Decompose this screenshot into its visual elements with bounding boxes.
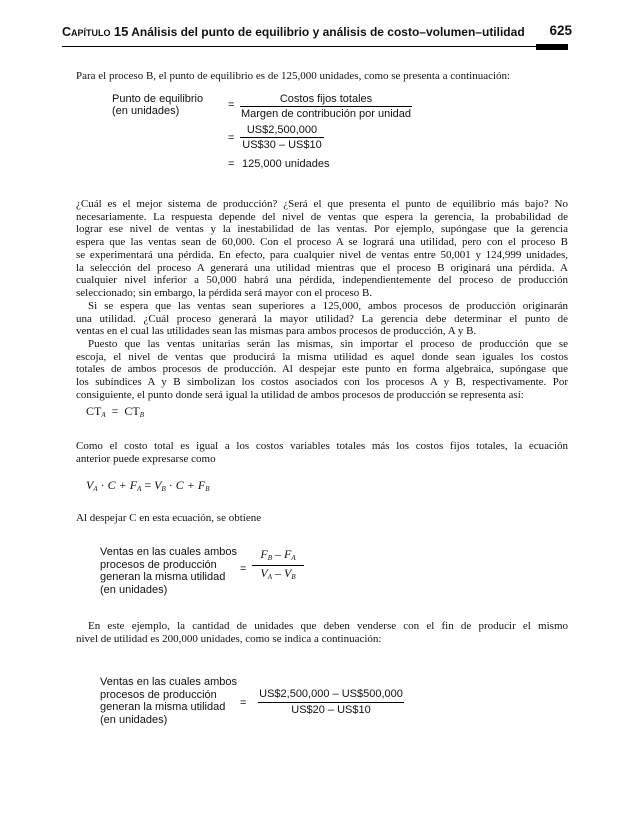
formula1-lhs-line1: Punto de equilibrio bbox=[112, 93, 204, 105]
formula1-denominator-2: US$30 – US$10 bbox=[242, 139, 322, 151]
f-b-subscript: B bbox=[267, 554, 272, 562]
chapter-heading: Análisis del punto de equilibrio y análisis de costo–volumen–utilidad bbox=[131, 25, 525, 39]
chapter-title bbox=[62, 24, 525, 39]
header-tab-mark bbox=[536, 44, 568, 50]
formula1-fraction-rule-2 bbox=[240, 137, 324, 138]
chapter-label: Capítulo bbox=[62, 25, 111, 39]
para6-line: En este ejemplo, la cantidad de unidades que deben venderse con el fin de producir el mismo bbox=[88, 620, 568, 632]
para1-line: seleccionado; sin embargo, la pérdida será mayor con el proceso B. bbox=[76, 286, 373, 299]
vb-subscript: B bbox=[161, 485, 166, 493]
formula3-lhs-line: (en unidades) bbox=[100, 713, 168, 726]
para1-line: la selección del proceso A generará una utilidad mientras que el proceso B originará una pérdida. A bbox=[76, 261, 568, 274]
formula3-lhs-line: generan la misma utilidad bbox=[100, 701, 226, 713]
para6-line: nivel de utilidad es 200,000 unidades, como se indica a continuación: bbox=[76, 632, 382, 645]
formula1-result: 125,000 unidades bbox=[242, 158, 330, 170]
para1-line: necesariamente. La respuesta depende del nivel de ventas que espera la gerencia, la probabilidad de bbox=[76, 210, 568, 223]
para1-line: lograr ese nivel de ventas y la inestabilidad de las ventas. Por ejemplo, supóngase que la gerencia bbox=[76, 223, 568, 236]
formula3-lhs-line: Ventas en las cuales ambos bbox=[100, 676, 237, 688]
ct-equals: = bbox=[111, 404, 119, 418]
fa-subscript: A bbox=[137, 485, 142, 493]
paragraph-1 bbox=[76, 198, 568, 300]
formula2-lhs-line: procesos de producción bbox=[100, 558, 217, 571]
para2-line: Si se espera que las ventas sean superiores a 125,000, ambos procesos de producción originarán bbox=[88, 300, 568, 312]
f-a-subscript: A bbox=[291, 554, 296, 562]
formula3-numerator: US$2,500,000 – US$500,000 bbox=[259, 688, 403, 700]
ct-b: CT bbox=[124, 404, 140, 418]
minus: – bbox=[275, 547, 281, 561]
chapter-number: 15 bbox=[113, 24, 129, 39]
v-a: V bbox=[260, 566, 268, 580]
formula1-equals-3: = bbox=[228, 158, 235, 170]
para1-line: espera que las ventas sean de 60,000. Con el proceso A se logrará una utilidad, pero con el proceso B bbox=[76, 236, 568, 249]
formula2-lhs-line: generan la misma utilidad bbox=[100, 571, 226, 583]
para4-line: anterior puede expresarse como bbox=[76, 452, 216, 465]
va-subscript: A bbox=[93, 485, 98, 493]
v-b-subscript: B bbox=[291, 573, 296, 581]
para3-line: consiguiente, el punto donde será igual la utilidad de ambos procesos de producción se representa así: bbox=[76, 388, 524, 401]
intro-paragraph: Para el proceso B, el punto de equilibrio es de 125,000 unidades, como se presenta a continuación: bbox=[76, 70, 511, 82]
ct-b-subscript: B bbox=[139, 411, 145, 419]
fb-subscript: B bbox=[205, 485, 210, 493]
formula1-lhs-line2: (en unidades) bbox=[112, 105, 180, 117]
v-b: V bbox=[284, 566, 292, 580]
formula1-equals: = bbox=[228, 99, 235, 111]
formula1-fraction-rule bbox=[240, 106, 412, 107]
vc-equals: = bbox=[144, 478, 152, 492]
dot-operator: · bbox=[100, 478, 105, 492]
c-plus-f: C + F bbox=[107, 478, 138, 492]
paragraph-3 bbox=[76, 338, 568, 402]
formula3-fraction-rule bbox=[258, 702, 404, 703]
formula3-equals: = bbox=[240, 697, 247, 709]
para3-line: escoja, el nivel de ventas que producirá la misma utilidad es aquel donde sean iguales los costos bbox=[76, 350, 568, 363]
para1-line: ¿Cuál es el mejor sistema de producción? ¿Será el que presenta el punto de equilibrio más bajo? No bbox=[76, 198, 568, 210]
paragraph-6 bbox=[76, 620, 568, 645]
dot-operator: · bbox=[168, 478, 173, 492]
formula2-denominator bbox=[250, 567, 306, 584]
header-rule bbox=[62, 46, 564, 47]
running-header bbox=[62, 24, 572, 46]
paragraph-4 bbox=[76, 440, 568, 465]
formula1-numerator: Costos fijos totales bbox=[279, 93, 373, 105]
formula2-lhs-line: Ventas en las cuales ambos bbox=[100, 546, 237, 558]
formula1-equals-2: = bbox=[228, 132, 235, 144]
formula3-lhs bbox=[100, 676, 237, 726]
va: V bbox=[86, 478, 94, 492]
para1-line: se experimentará una pérdida. En efecto, para cualquier nivel de ventas entre 50,001 y 124,999 unidades, bbox=[76, 248, 568, 261]
formula3-lhs-line: procesos de producción bbox=[100, 688, 217, 701]
para1-line: cualquier nivel inferior a 50,000 habrá una pérdida, independientemente del proceso de producción bbox=[76, 274, 568, 287]
para3-line: Puesto que las ventas unitarias serán las mismas, sin importar el proceso de producción que se bbox=[88, 338, 568, 350]
formula1-numerator-2: US$2,500,000 bbox=[246, 124, 318, 136]
formula2-lhs bbox=[100, 546, 237, 596]
ct-a-subscript: A bbox=[101, 411, 106, 419]
para2-line: ventas en el cual las utilidades sean las mismas para ambos procesos de producción, A y B. bbox=[76, 325, 477, 338]
minus: – bbox=[275, 566, 281, 580]
formula2-numerator bbox=[250, 548, 306, 565]
paragraph-2 bbox=[76, 300, 568, 338]
equation-total-cost bbox=[86, 405, 144, 422]
para4-line: Como el costo total es igual a los costos variables totales más los costos fijos totales, la ecuación bbox=[76, 440, 568, 452]
f-a: F bbox=[284, 547, 292, 561]
para3-line: los subíndices A y B simbolizan los costos asociados con los procesos A y B, respectivamente. Por bbox=[76, 376, 568, 389]
v-a-subscript: A bbox=[267, 573, 272, 581]
page-number: 625 bbox=[549, 23, 572, 38]
formula2-equals: = bbox=[240, 563, 247, 575]
para2-line: una utilidad. ¿Cuál proceso generará la mayor utilidad? La gerencia debe determinar el punto de bbox=[76, 312, 568, 325]
formula2-lhs-line: (en unidades) bbox=[100, 583, 168, 596]
equation-variable-cost bbox=[86, 479, 209, 496]
c-plus-f: C + F bbox=[175, 478, 206, 492]
formula1-denominator: Margen de contribución por unidad bbox=[240, 108, 411, 120]
para3-line: totales de ambos procesos de producción. Al despejar este punto en forma algebraica, supóngase que bbox=[76, 363, 568, 376]
ct-a: CT bbox=[86, 404, 102, 418]
vb: V bbox=[154, 478, 162, 492]
formula3-denominator: US$20 – US$10 bbox=[291, 704, 371, 716]
f-b: F bbox=[260, 547, 268, 561]
paragraph-5: Al despejar C en esta ecuación, se obtiene bbox=[76, 512, 262, 524]
